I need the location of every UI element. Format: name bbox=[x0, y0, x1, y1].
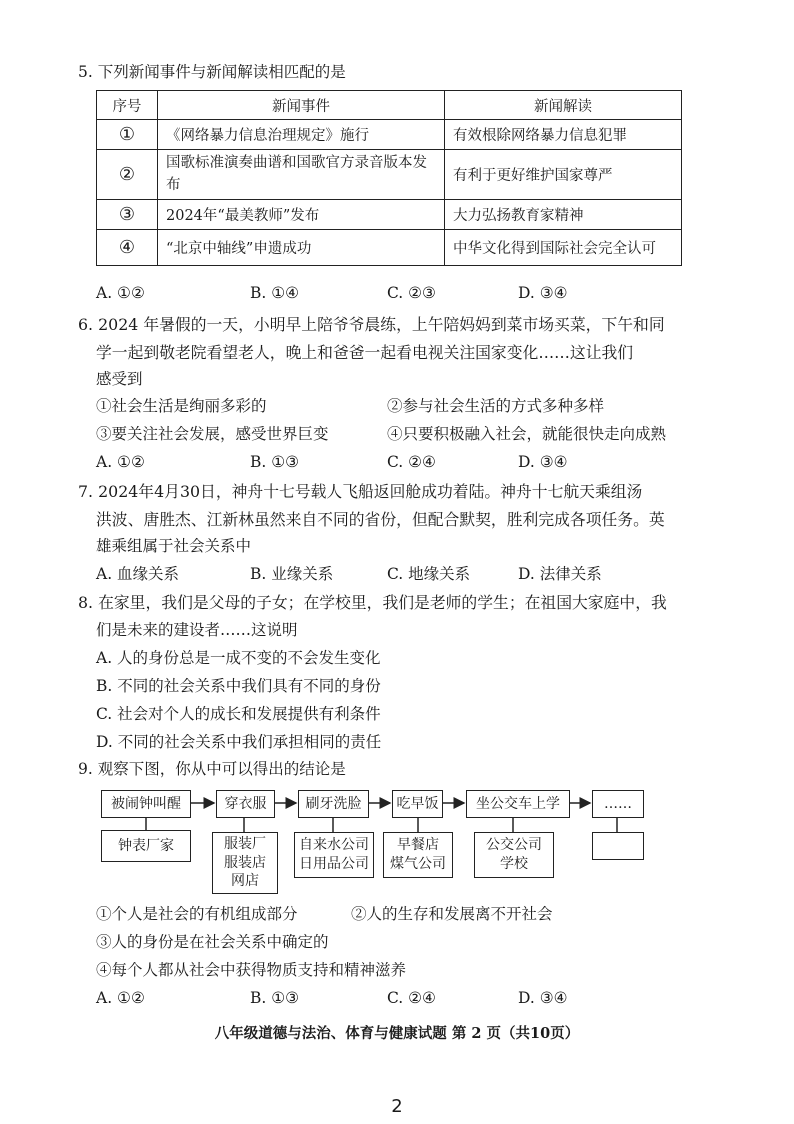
flow-supplier-clothing: 服装厂 服装店 网店 bbox=[212, 832, 278, 894]
q5-option-a: A. ①② bbox=[96, 284, 145, 302]
q7-line-1: 7. 2024年4月30日，神舟十七号载人飞船返回舱成功着陆。神舟十七航天乘组汤 bbox=[78, 482, 643, 501]
q9-option-b: B. ①③ bbox=[250, 989, 300, 1007]
q8-line-2: 们是未来的建设者……这说明 bbox=[96, 621, 298, 639]
q7-option-a: A. 血缘关系 bbox=[96, 565, 180, 583]
row-event: 2024年“最美教师”发布 bbox=[158, 200, 445, 230]
q6-statement-4: ④只要积极融入社会，就能很快走向成熟 bbox=[387, 425, 667, 443]
q6-line-3: 感受到 bbox=[96, 370, 143, 388]
q6-option-a: A. ①② bbox=[96, 453, 145, 471]
q5-option-d: D. ③④ bbox=[518, 284, 568, 302]
header-num: 序号 bbox=[97, 91, 158, 120]
q7-option-d: D. 法律关系 bbox=[518, 565, 602, 583]
q9-option-a: A. ①② bbox=[96, 989, 145, 1007]
q9-statement-3: ③人的身份是在社会关系中确定的 bbox=[96, 933, 329, 951]
row-num: ② bbox=[97, 150, 158, 200]
q8-option-d: D. 不同的社会关系中我们承担相同的责任 bbox=[96, 733, 382, 751]
header-reading: 新闻解读 bbox=[445, 91, 682, 120]
q8-line-1: 8. 在家里，我们是父母的子女；在学校里，我们是老师的学生；在祖国大家庭中，我 bbox=[78, 593, 667, 612]
q6-option-c: C. ②④ bbox=[387, 453, 436, 471]
row-num: ④ bbox=[97, 230, 158, 266]
row-num: ③ bbox=[97, 200, 158, 230]
q8-option-a: A. 人的身份总是一成不变的不会发生变化 bbox=[96, 649, 381, 667]
q5-option-c: C. ②③ bbox=[387, 284, 436, 302]
q9-option-c: C. ②④ bbox=[387, 989, 436, 1007]
page-number: 2 bbox=[391, 1096, 403, 1117]
q5-stem: 5. 下列新闻事件与新闻解读相匹配的是 bbox=[78, 63, 346, 81]
q8-option-c: C. 社会对个人的成长和发展提供有利条件 bbox=[96, 705, 381, 723]
q9-statement-1: ①个人是社会的有机组成部分 bbox=[96, 905, 298, 923]
flow-step-wash: 刷牙洗脸 bbox=[298, 790, 369, 818]
q6-option-b: B. ①③ bbox=[250, 453, 300, 471]
q7-option-c: C. 地缘关系 bbox=[387, 565, 471, 583]
q6-line-1: 6. 2024 年暑假的一天，小明早上陪爷爷晨练，上午陪妈妈到菜市场买菜，下午和同 bbox=[78, 315, 665, 334]
flow-step-breakfast: 吃早饭 bbox=[392, 790, 443, 818]
page-footer: 八年级道德与法治、体育与健康试题 第 2 页（共10页） bbox=[214, 1025, 580, 1042]
flow-supplier-water: 自来水公司 日用品公司 bbox=[294, 832, 374, 878]
flow-step-dress: 穿衣服 bbox=[216, 790, 275, 818]
q6-statement-2: ②参与社会生活的方式多种多样 bbox=[387, 397, 605, 415]
flow-step-bus: 坐公交车上学 bbox=[466, 790, 570, 818]
q9-option-d: D. ③④ bbox=[518, 989, 568, 1007]
row-reading: 中华文化得到国际社会完全认可 bbox=[445, 230, 682, 266]
flow-step-more: …… bbox=[592, 790, 644, 818]
q9-statement-2: ②人的生存和发展离不开社会 bbox=[351, 905, 553, 923]
q5-option-b: B. ①④ bbox=[250, 284, 300, 302]
q6-statement-1: ①社会生活是绚丽多彩的 bbox=[96, 397, 267, 415]
row-event: 《网络暴力信息治理规定》施行 bbox=[158, 120, 445, 150]
q6-line-2: 学一起到敬老院看望老人，晚上和爸爸一起看电视关注国家变化……这让我们 bbox=[96, 343, 634, 362]
flow-supplier-breakfast: 早餐店 煤气公司 bbox=[383, 832, 453, 878]
row-reading: 有利于更好维护国家尊严 bbox=[445, 150, 682, 200]
row-reading: 大力弘扬教育家精神 bbox=[445, 200, 682, 230]
q7-line-2: 洪波、唐胜杰、江新林虽然来自不同的省份，但配合默契，胜利完成各项任务。英 bbox=[96, 510, 665, 529]
row-event: 国歌标准演奏曲谱和国歌官方录音版本发布 bbox=[158, 150, 445, 200]
flow-step-wake: 被闹钟叫醒 bbox=[101, 790, 191, 818]
row-reading: 有效根除网络暴力信息犯罪 bbox=[445, 120, 682, 150]
header-event: 新闻事件 bbox=[158, 91, 445, 120]
row-num: ① bbox=[97, 120, 158, 150]
flow-supplier-more bbox=[592, 832, 644, 860]
q6-option-d: D. ③④ bbox=[518, 453, 568, 471]
q7-option-b: B. 业缘关系 bbox=[250, 565, 334, 583]
q8-option-b: B. 不同的社会关系中我们具有不同的身份 bbox=[96, 677, 381, 695]
flow-supplier-bus: 公交公司 学校 bbox=[474, 832, 554, 878]
q7-line-3: 雄乘组属于社会关系中 bbox=[96, 537, 252, 555]
q9-statement-4: ④每个人都从社会中获得物质支持和精神滋养 bbox=[96, 961, 407, 979]
q6-statement-3: ③要关注社会发展，感受世界巨变 bbox=[96, 425, 329, 443]
flow-supplier-clock: 钟表厂家 bbox=[101, 830, 191, 862]
row-event: “北京中轴线”申遗成功 bbox=[158, 230, 445, 266]
q9-stem: 9. 观察下图，你从中可以得出的结论是 bbox=[78, 760, 346, 778]
